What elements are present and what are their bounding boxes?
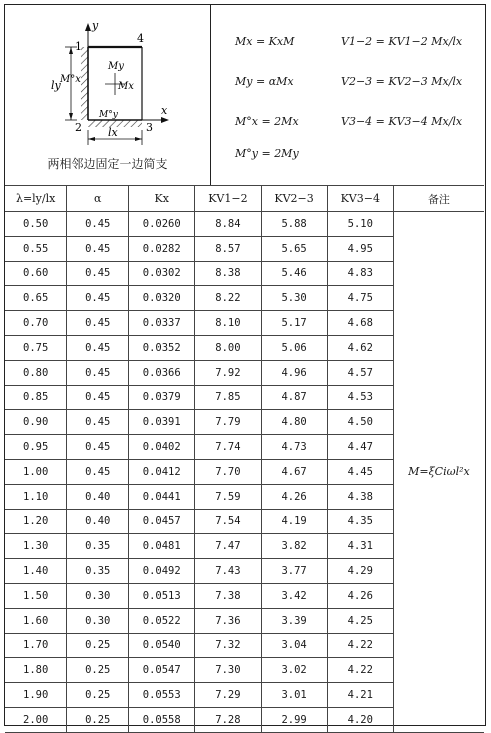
table-cell: 4.87 <box>261 385 327 410</box>
table-cell: 0.0302 <box>129 261 195 286</box>
table-cell: 4.73 <box>261 435 327 460</box>
table-cell: 4.31 <box>327 534 393 559</box>
table-cell: 5.06 <box>261 335 327 360</box>
table-cell: 8.00 <box>195 335 261 360</box>
table-cell: 1.90 <box>5 683 67 708</box>
table-cell: 1.40 <box>5 559 67 584</box>
x-axis-label: x <box>161 104 168 117</box>
diagram-caption: 两相邻边固定一边简支 <box>47 157 168 171</box>
table-cell: 5.65 <box>261 236 327 261</box>
table-cell: 0.75 <box>5 335 67 360</box>
formula-v23: V2−3 = KV2−3 Mx/lx <box>341 75 463 88</box>
table-cell: 0.0282 <box>129 236 195 261</box>
table-cell: 0.45 <box>67 261 129 286</box>
table-cell: 0.0547 <box>129 658 195 683</box>
table-cell: 0.45 <box>67 286 129 311</box>
table-cell: 4.83 <box>327 261 393 286</box>
table-cell: 7.28 <box>195 707 261 732</box>
table-cell: 4.68 <box>327 311 393 336</box>
table-cell: 0.30 <box>67 608 129 633</box>
header-kv23: KV2−3 <box>261 186 327 212</box>
table-cell: 1.20 <box>5 509 67 534</box>
corner-3-label: 3 <box>146 121 153 134</box>
table-cell: 4.96 <box>261 360 327 385</box>
table-cell: 4.45 <box>327 459 393 484</box>
table-cell: 0.90 <box>5 410 67 435</box>
table-cell: 0.35 <box>67 559 129 584</box>
table-cell: 4.21 <box>327 683 393 708</box>
length-y-label: ly <box>51 79 61 92</box>
header-kv12: KV1−2 <box>195 186 261 212</box>
table-cell: 0.45 <box>67 335 129 360</box>
table-cell: 0.0366 <box>129 360 195 385</box>
header-section <box>5 5 484 186</box>
table-cell: 7.74 <box>195 435 261 460</box>
diagram-cell <box>5 5 211 185</box>
table-cell: 0.25 <box>67 683 129 708</box>
table-cell: 0.0320 <box>129 286 195 311</box>
table-cell: 8.38 <box>195 261 261 286</box>
table-cell: 1.60 <box>5 608 67 633</box>
table-cell: 4.38 <box>327 484 393 509</box>
header-lambda: λ=ly/lx <box>5 186 67 212</box>
header-kv34: KV3−4 <box>327 186 393 212</box>
table-cell: 0.0492 <box>129 559 195 584</box>
table-cell: 7.59 <box>195 484 261 509</box>
table-cell: 4.75 <box>327 286 393 311</box>
table-cell: 4.62 <box>327 335 393 360</box>
table-cell: 7.79 <box>195 410 261 435</box>
table-cell: 0.0337 <box>129 311 195 336</box>
header-kx: Kx <box>129 186 195 212</box>
table-cell: 0.0391 <box>129 410 195 435</box>
table-cell: 4.26 <box>327 583 393 608</box>
table-cell: 4.25 <box>327 608 393 633</box>
table-cell: 0.0522 <box>129 608 195 633</box>
table-cell: 0.0441 <box>129 484 195 509</box>
table-cell: 0.45 <box>67 385 129 410</box>
table-cell: 3.42 <box>261 583 327 608</box>
table-cell: 3.39 <box>261 608 327 633</box>
table-body <box>5 212 484 733</box>
table-cell: 8.22 <box>195 286 261 311</box>
table-cell: 5.30 <box>261 286 327 311</box>
table-cell: 0.45 <box>67 459 129 484</box>
table-cell: 0.0553 <box>129 683 195 708</box>
table-cell: 3.01 <box>261 683 327 708</box>
table-cell: 0.30 <box>67 583 129 608</box>
table-cell: 0.45 <box>67 212 129 237</box>
table-cell: 7.54 <box>195 509 261 534</box>
table-cell: 4.47 <box>327 435 393 460</box>
table-cell: 7.43 <box>195 559 261 584</box>
moment-my-label: My <box>108 61 124 72</box>
table-cell: 0.0379 <box>129 385 195 410</box>
table-cell: 0.25 <box>67 633 129 658</box>
table-cell: 4.19 <box>261 509 327 534</box>
document-frame <box>4 4 486 726</box>
table-cell: 0.50 <box>5 212 67 237</box>
table-cell: 5.46 <box>261 261 327 286</box>
table-cell: 0.0481 <box>129 534 195 559</box>
table-cell: 7.85 <box>195 385 261 410</box>
slab-diagram <box>5 5 210 153</box>
moment-mx-label: Mx <box>118 81 134 92</box>
table-cell: 4.20 <box>327 707 393 732</box>
header-remark: 备注 <box>393 186 484 212</box>
table-cell: 0.45 <box>67 410 129 435</box>
table-cell: 4.80 <box>261 410 327 435</box>
table-cell: 8.10 <box>195 311 261 336</box>
table-cell: 4.67 <box>261 459 327 484</box>
table-cell: 0.35 <box>67 534 129 559</box>
table-cell: 3.77 <box>261 559 327 584</box>
table-cell: 0.85 <box>5 385 67 410</box>
formula-my: My = αMx <box>235 75 294 88</box>
table-cell: 4.22 <box>327 633 393 658</box>
table-cell: 0.25 <box>67 707 129 732</box>
table-cell: 0.65 <box>5 286 67 311</box>
table-cell: 7.30 <box>195 658 261 683</box>
table-cell: 8.57 <box>195 236 261 261</box>
table-cell: 1.30 <box>5 534 67 559</box>
formula-v34: V3−4 = KV3−4 Mx/lx <box>341 115 463 128</box>
table-cell: 0.45 <box>67 435 129 460</box>
table-cell: 7.38 <box>195 583 261 608</box>
table-cell: 4.50 <box>327 410 393 435</box>
table-cell: 0.45 <box>67 360 129 385</box>
table-cell: 0.80 <box>5 360 67 385</box>
table-cell: 1.00 <box>5 459 67 484</box>
table-cell: 0.0457 <box>129 509 195 534</box>
table-cell: 4.35 <box>327 509 393 534</box>
table-cell: 0.45 <box>67 311 129 336</box>
table-row <box>5 212 484 237</box>
formula-cell <box>211 5 484 185</box>
table-cell: 0.45 <box>67 236 129 261</box>
table-header-row <box>5 186 484 212</box>
table-cell: 0.0558 <box>129 707 195 732</box>
fixed-edge-left-hatch <box>81 47 88 120</box>
table-cell: 4.22 <box>327 658 393 683</box>
table-cell: 8.84 <box>195 212 261 237</box>
table-cell: 7.32 <box>195 633 261 658</box>
moment-my0-label: M°y <box>99 110 118 120</box>
table-cell: 5.88 <box>261 212 327 237</box>
table-cell: 7.47 <box>195 534 261 559</box>
table-cell: 7.29 <box>195 683 261 708</box>
table-cell: 0.0260 <box>129 212 195 237</box>
table-cell: 4.57 <box>327 360 393 385</box>
remark-cell: M=ξCiωl²x <box>393 212 484 733</box>
corner-1-label: 1 <box>75 40 82 53</box>
corner-2-label: 2 <box>75 121 82 134</box>
table-cell: 1.70 <box>5 633 67 658</box>
header-alpha: α <box>67 186 129 212</box>
table-cell: 0.0412 <box>129 459 195 484</box>
table-cell: 4.53 <box>327 385 393 410</box>
table-cell: 0.0513 <box>129 583 195 608</box>
table-cell: 7.36 <box>195 608 261 633</box>
table-cell: 4.29 <box>327 559 393 584</box>
table-cell: 2.00 <box>5 707 67 732</box>
table-cell: 4.26 <box>261 484 327 509</box>
table-cell: 0.55 <box>5 236 67 261</box>
table-cell: 0.70 <box>5 311 67 336</box>
table-cell: 0.95 <box>5 435 67 460</box>
table-cell: 3.04 <box>261 633 327 658</box>
table-cell: 5.17 <box>261 311 327 336</box>
table-cell: 1.80 <box>5 658 67 683</box>
table-cell: 1.10 <box>5 484 67 509</box>
formula-my0: M°y = 2My <box>235 147 299 160</box>
table-cell: 4.95 <box>327 236 393 261</box>
table-cell: 0.0540 <box>129 633 195 658</box>
table-cell: 2.99 <box>261 707 327 732</box>
coefficient-table <box>5 185 484 733</box>
y-axis-label: y <box>92 19 99 32</box>
length-x-label: lx <box>108 126 118 139</box>
table-cell: 0.0402 <box>129 435 195 460</box>
table-cell: 0.40 <box>67 484 129 509</box>
moment-mx0-label: M°x <box>60 74 81 85</box>
corner-4-label: 4 <box>137 32 144 45</box>
table-cell: 0.40 <box>67 509 129 534</box>
table-cell: 5.10 <box>327 212 393 237</box>
formula-mx: Mx = KxM <box>235 35 295 48</box>
table-cell: 7.70 <box>195 459 261 484</box>
formula-v12: V1−2 = KV1−2 Mx/lx <box>341 35 463 48</box>
table-cell: 3.02 <box>261 658 327 683</box>
formula-mx0: M°x = 2Mx <box>235 115 299 128</box>
table-cell: 0.25 <box>67 658 129 683</box>
table-cell: 3.82 <box>261 534 327 559</box>
table-cell: 1.50 <box>5 583 67 608</box>
table-cell: 0.60 <box>5 261 67 286</box>
table-cell: 0.0352 <box>129 335 195 360</box>
table-cell: 7.92 <box>195 360 261 385</box>
